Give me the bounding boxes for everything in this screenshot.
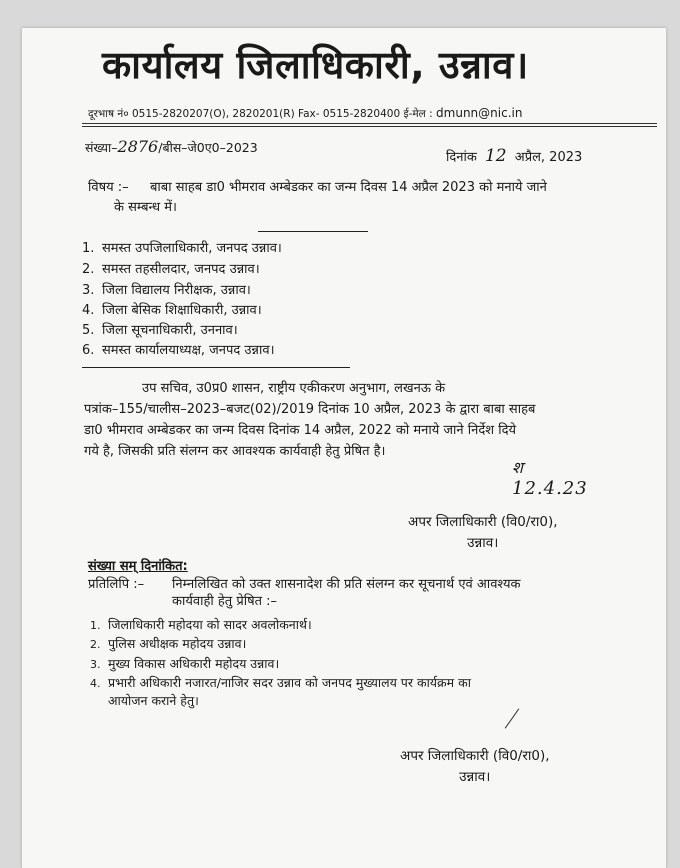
copy-item-1 [90,616,312,634]
copy-item-number: 1. [90,619,101,632]
copy-heading: संख्या सम् दिनांकित: [88,559,188,574]
copy-item-text-cont: आयोजन कराने हेतु। [108,693,199,708]
addressee-text: जिला विद्यालय निरीक्षक, उन्नाव। [102,283,251,298]
header-rule-top [82,123,657,124]
addressee-number: 6. [82,343,95,358]
addressee-number: 4. [82,303,95,318]
header-rule-bottom [82,126,657,127]
copy-item-number: 4. [90,677,101,690]
copy-item-3 [90,655,279,673]
reference-handwritten-number: 2876 [117,137,159,156]
addressee-4 [82,300,262,318]
separator-line [82,367,350,368]
date-label: दिनांक [446,150,477,165]
reference-suffix: /बीस–जे0ए0–2023 [158,140,258,155]
subject-label: विषय :– [88,180,129,195]
contact-email: dmunn@nic.in [436,106,523,120]
subject-line-1: बाबा साहब डा0 भीमराव अम्बेडकर का जन्म दिवस 14 अप्रैल 2023 को मनाये जाने [150,180,547,195]
body-paragraph [84,378,632,462]
letter-page [22,28,666,868]
addressee-text: समस्त तहसीलदार, जनपद उन्नाव। [102,262,260,277]
addressee-1 [82,238,282,256]
officer-title: अपर जिलाधिकारी (वि0/रा0), [408,514,558,530]
addressee-number: 2. [82,262,95,277]
copy-intro [88,576,648,610]
date-month-year: अप्रैल, 2023 [514,150,583,165]
addressee-2 [82,259,260,277]
reference-number [85,137,258,156]
copy-line-2: कार्यवाही हेतु प्रेषित :– [172,594,278,609]
copy-item-number: 2. [90,638,101,651]
copy-item-2 [90,635,246,653]
reference-prefix: संख्या– [85,140,118,155]
officer-title: अपर जिलाधिकारी (वि0/रा0), [400,748,550,764]
signature-mark: श [512,458,523,477]
officer-location: उन्नाव। [467,535,499,551]
copy-item-text: मुख्य विकास अधिकारी महोदय उन्नाव। [108,656,280,671]
addressee-text: समस्त उपजिलाधिकारी, जनपद उन्नाव। [102,241,282,256]
signature-stroke [505,708,520,728]
addressee-text: जिला सूचनाधिकारी, उननाव। [102,323,238,338]
copy-label: प्रतिलिपि :– [88,577,145,592]
addressee-text: समस्त कार्यालयाध्यक्ष, जनपद उन्नाव। [102,343,275,358]
officer-designation [408,512,558,554]
addressee-number: 5. [82,323,95,338]
date-handwritten-day: 12 [484,146,507,166]
contact-line [88,106,522,121]
separator-line [258,231,368,232]
subject-line-2: के सम्बन्ध में। [114,200,177,215]
copy-item-4 [90,674,650,709]
copy-item-text: प्रभारी अधिकारी नजारत/नाजिर सदर उन्नाव को जनपद मुख्यालय पर कार्यक्रम का [108,675,471,690]
body-line-3: डा0 भीमराव अम्बेडकर का जन्म दिवस दिनांक 14 अप्रैल, 2022 को मनाये जाने निर्देश दिये [84,423,517,438]
addressee-number: 1. [82,241,95,256]
handwritten-signature [512,456,588,499]
addressee-3 [82,280,251,298]
copy-line-1: निम्नलिखित को उक्त शासनादेश की प्रति संलग्न कर सूचनार्थ एवं आवश्यक [172,577,521,592]
letter-date [446,146,582,166]
contact-numbers: दूरभाष नं० 0515-2820207(O), 2820201(R) Fax- 0515-2820400 ई-मेल : [88,108,433,120]
signature-date: 12.4.23 [512,478,588,499]
addressee-number: 3. [82,283,95,298]
office-title: कार्यालय जिलाधिकारी, उन्नाव। [102,43,529,87]
body-line-1: उप सचिव, उ0प्र0 शासन, राष्ट्रीय एकीकरण अनुभाग, लखनऊ के [142,381,446,396]
addressee-5 [82,320,238,338]
copy-item-text: पुलिस अधीक्षक महोदय उन्नाव। [108,636,247,651]
copy-item-number: 3. [90,658,101,671]
body-line-2: पत्रांक–155/चालीस–2023–बजट(02)/2019 दिनांक 10 अप्रैल, 2023 के द्वारा बाबा साहब [84,402,536,417]
body-line-4: गये है, जिसकी प्रति संलग्न कर आवश्यक कार्यवाही हेतु प्रेषित है। [84,444,386,459]
officer-designation-footer [400,746,550,788]
subject-block [88,178,648,218]
copy-item-text: जिलाधिकारी महोदया को सादर अवलोकनार्थ। [108,617,312,632]
officer-location: उन्नाव। [459,769,491,785]
addressee-6 [82,340,275,358]
addressee-text: जिला बेसिक शिक्षाधिकारी, उन्नाव। [102,303,262,318]
